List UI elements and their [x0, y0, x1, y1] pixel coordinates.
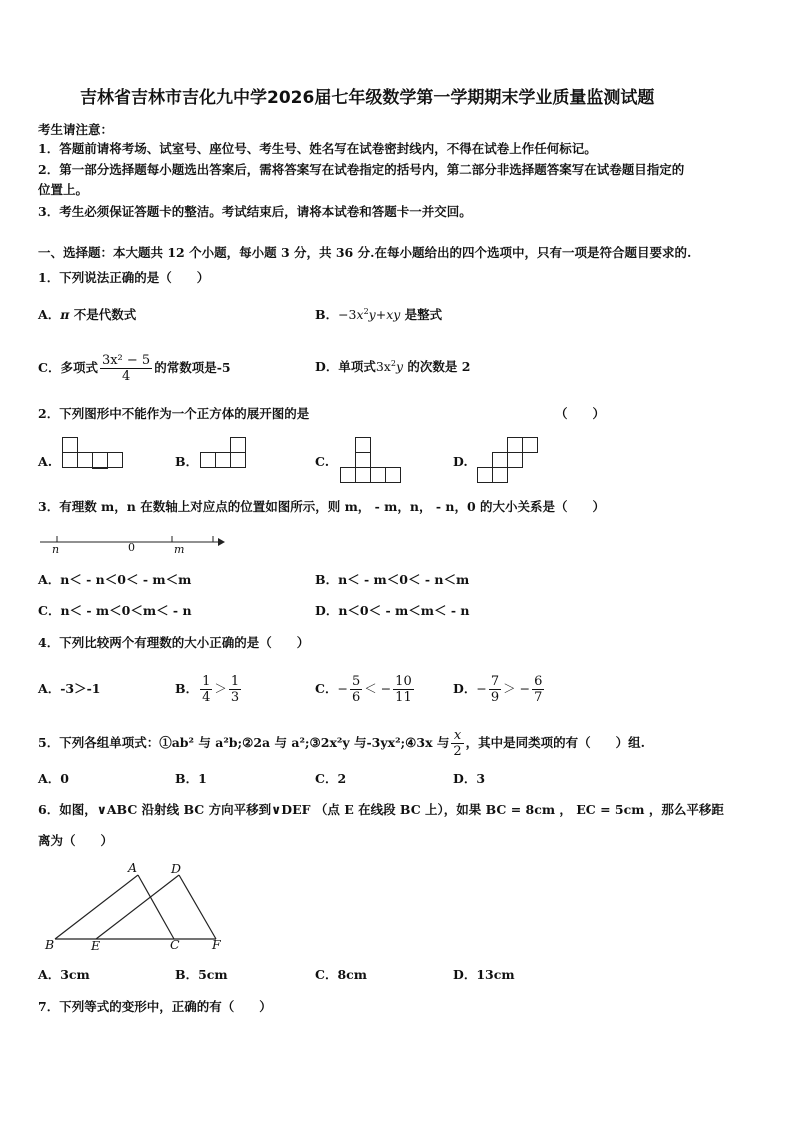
q2-option-d-label: D.: [453, 454, 468, 469]
q6-option-a: A．3cm: [38, 967, 90, 982]
q4-option-c: C．− $\frac{5}{6}$ ＜ − $\frac{10}{11}$: [315, 674, 412, 705]
q6-label-c: C: [170, 937, 180, 952]
q6-option-b: B．5cm: [175, 967, 228, 982]
notice-item-3: 3．考生必须保证答题卡的整洁。考试结束后，请将本试卷和答题卡一并交回。: [38, 204, 472, 219]
q1-c-fraction: $\frac{\text{3x² − 5}}{4}$: [101, 353, 151, 384]
q1-option-a: A．π 不是代数式: [38, 307, 137, 322]
q3-option-c: C．n＜ - m＜0＜m＜ - n: [38, 603, 192, 618]
axis-label-m: m: [174, 543, 185, 556]
q6-label-e: E: [91, 938, 101, 953]
q4-option-b: B． $\frac{1}{4}$ ＞ $\frac{1}{3}$: [175, 674, 240, 705]
q2-option-b-label: B．: [175, 454, 199, 469]
q2-net-d: [477, 437, 539, 487]
q6-stem-line1: 6．如图，∨ABC 沿射线 BC 方向平移到∨DEF （点 E 在线段 BC 上），如果 BC = 8cm ， EC = 5cm ，那么平移距: [38, 802, 724, 817]
q2-option-c-label: C.: [315, 454, 330, 469]
q6-option-c: C．8cm: [315, 967, 367, 982]
q2-net-a: [62, 437, 126, 469]
axis-label-zero: 0: [128, 541, 135, 554]
q3-option-a: A．n＜ - n＜0＜ - m＜m: [38, 572, 192, 587]
q1-option-d: D．单项式$3x^2y$ 的次数是 2: [315, 358, 471, 374]
axis-label-n: n: [52, 543, 60, 556]
q5-option-b: B．1: [175, 771, 207, 786]
notice-item-1: 1．答题前请将考场、试室号、座位号、考生号、姓名写在试卷密封线内，不得在试卷上作任何标记。: [38, 141, 597, 156]
q5-option-a: A．0: [38, 771, 69, 786]
q6-option-d: D．13cm: [453, 967, 515, 982]
q2-stem: 2．下列图形中不能作为一个正方体的展开图的是: [38, 406, 310, 421]
q4-option-d: D．− $\frac{7}{9}$ ＞ − $\frac{6}{7}$: [453, 674, 543, 705]
q2-net-c: [340, 437, 402, 487]
q5-option-d: D．3: [453, 771, 486, 786]
q6-label-a: A: [128, 860, 138, 875]
q6-stem-line2: 离为（ ）: [38, 833, 114, 848]
notice-heading: 考生请注意：: [38, 122, 114, 137]
q2-net-b: [200, 437, 260, 471]
q2-option-a-label: A.: [38, 454, 53, 469]
q4-stem: 4．下列比较两个有理数的大小正确的是（ ）: [38, 635, 310, 650]
q2-bracket: （ ）: [555, 406, 606, 421]
q6-label-d: D: [171, 861, 182, 876]
q5-stem: 5．下列各组单项式：①ab² 与 a²b;②2a 与 a²;③2x²y 与-3yx²;④3x 与 $\frac{x}{2}$ ，其中是同类项的有（ ）组.: [38, 728, 646, 759]
q1-stem: 1．下列说法正确的是（ ）: [38, 270, 210, 285]
notice-item-2-cont: 位置上。: [38, 182, 89, 197]
q6-label-f: F: [212, 937, 221, 952]
q6-label-b: B: [45, 937, 55, 952]
q3-stem: 3．有理数 m，n 在数轴上对应点的位置如图所示，则 m， - m，n， - n，0 的大小关系是（ ）: [38, 499, 606, 514]
page-title: 吉林省吉林市吉化九中学2026届七年级数学第一学期期末学业质量监测试题: [80, 88, 655, 108]
notice-item-2: 2．第一部分选择题每小题选出答案后，需将答案写在试卷指定的括号内，第二部分非选择题答案写在试卷题目指定的: [38, 162, 685, 177]
q1-option-c: C．多项式 $\frac{\text{3x² − 5}}{4}$ 的常数项是-5: [38, 353, 231, 384]
q4-option-a: A．-3＞-1: [38, 681, 101, 696]
q3-option-b: B．n＜ - m＜0＜ - n＜m: [315, 572, 470, 587]
q1-option-b: B．$-3x^2y+xy$ 是整式: [315, 306, 443, 322]
section-heading: 一、选择题：本大题共 12 个小题，每小题 3 分，共 36 分.在每小题给出的四个选项中，只有一项是符合题目要求的.: [38, 245, 692, 260]
q7-stem: 7．下列等式的变形中，正确的有（ ）: [38, 999, 272, 1014]
q3-option-d: D．n＜0＜ - m＜m＜ - n: [315, 603, 470, 618]
q5-option-c: C．2: [315, 771, 347, 786]
